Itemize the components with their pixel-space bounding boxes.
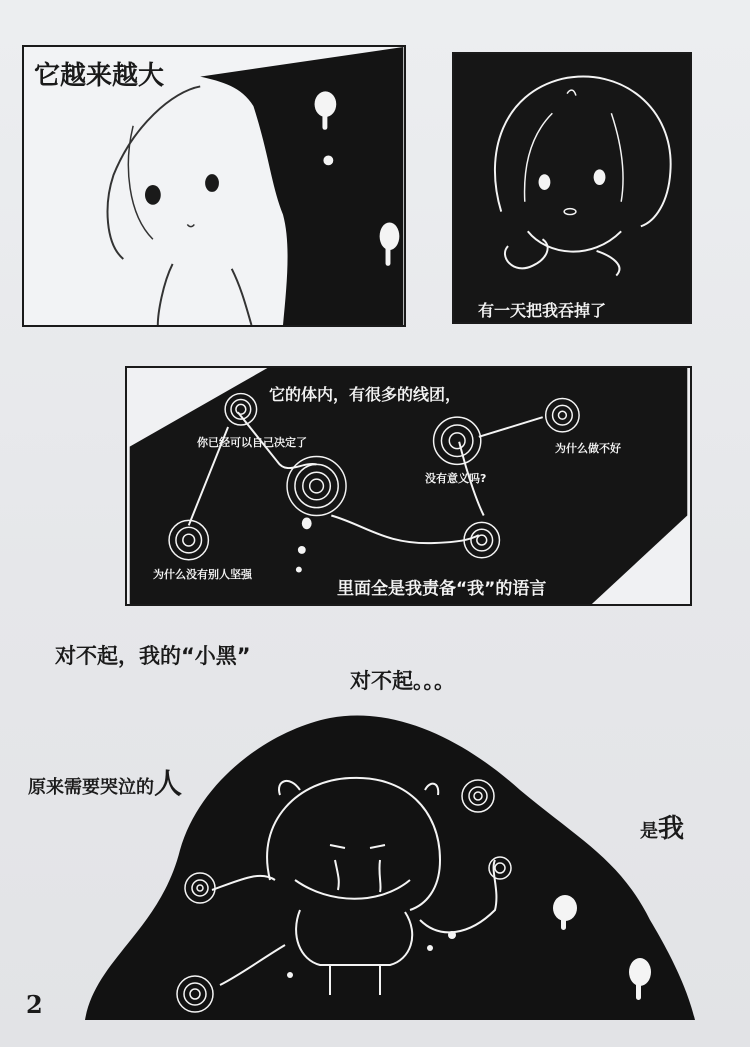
thread-bubble-1: 你已经可以自己决定了	[197, 436, 307, 449]
final-text-left-main: 原来需要哭泣的	[28, 777, 154, 798]
panel-1-caption: 它越来越大	[34, 61, 165, 91]
thread-bubble-2: 没有意义吗?	[425, 472, 487, 485]
panel-3-title: 它的体内，有很多的线团，	[269, 385, 462, 404]
final-text-left-big: 人	[154, 767, 183, 800]
thread-bubble-3: 为什么做不好	[555, 442, 621, 455]
final-text-right-small: 是	[640, 821, 658, 842]
page-number: 2	[26, 990, 43, 1019]
apology-line-2: 对不起。。。	[350, 669, 455, 693]
thread-bubble-4: 为什么没有别人坚强	[153, 568, 252, 581]
final-text-left	[28, 762, 182, 802]
panel-2-caption: 有一天把我吞掉了	[478, 301, 607, 320]
apology-line-1: 对不起，我的“小黑”	[55, 644, 251, 668]
final-text-right-big: 我	[658, 814, 685, 844]
final-text-right	[640, 808, 684, 845]
panel-3-bottom-caption: 里面全是我责备“我”的语言	[337, 579, 547, 599]
